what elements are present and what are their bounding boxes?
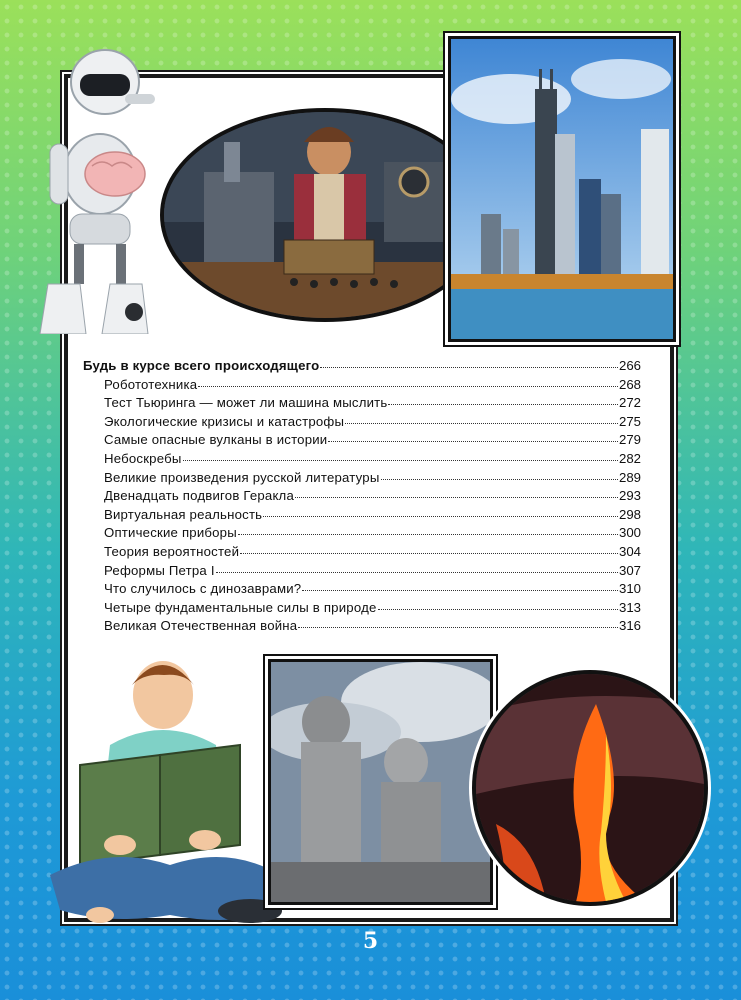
toc-dot-leader (240, 543, 618, 554)
toc-entry-page: 279 (618, 432, 641, 448)
toc-entry (83, 376, 641, 395)
toc-dot-leader (320, 357, 618, 368)
toc-entry (83, 580, 641, 599)
skyscrapers-photo (448, 36, 676, 342)
toc-entry (83, 562, 641, 581)
toc-entry (83, 599, 641, 618)
toc-entry-page: 304 (618, 543, 641, 559)
toc-dot-leader (263, 506, 618, 517)
toc-entry (83, 524, 641, 543)
toc-entry-page: 316 (618, 618, 641, 634)
toc-entry (83, 413, 641, 432)
robot-illustration (30, 34, 160, 334)
toc-entry-title: Что случилось с динозаврами? (104, 581, 302, 597)
toc-entry (83, 450, 641, 469)
toc-entry-page: 282 (618, 450, 641, 466)
toc-entry-page: 268 (618, 376, 641, 392)
toc-dot-leader (381, 469, 618, 480)
toc-entry-title: Тест Тьюринга — может ли машина мыслить (104, 395, 388, 411)
toc-dot-leader (378, 599, 618, 610)
toc-entry-page: 310 (618, 581, 641, 597)
toc-entry-page: 300 (618, 525, 641, 541)
toc-dot-leader (388, 394, 618, 405)
toc-entry (83, 487, 641, 506)
toc-entry (83, 469, 641, 488)
toc-entry-title: Экологические кризисы и катастрофы (104, 413, 345, 429)
toc-entry-title: Небоскребы (104, 450, 182, 466)
toc-entry-page: 313 (618, 599, 641, 615)
toc-entry-page: 298 (618, 506, 641, 522)
table-of-contents (83, 357, 641, 636)
toc-dot-leader (302, 580, 618, 591)
volcano-lava-photo (472, 670, 708, 906)
toc-section-heading (83, 357, 641, 376)
toc-entry-title: Четыре фундаментальные силы в природе (104, 599, 377, 615)
toc-entry-title: Оптические приборы (104, 525, 237, 541)
toc-entry-title: Двенадцать подвигов Геракла (104, 488, 294, 504)
toc-entry-title: Великие произведения русской литературы (104, 469, 380, 485)
toc-entry-title: Самые опасные вулканы в истории (104, 432, 328, 448)
toc-dot-leader (183, 450, 618, 461)
toc-entry (83, 543, 641, 562)
robotics-workshop-photo (160, 108, 490, 322)
toc-entry-title: Виртуальная реальность (104, 506, 263, 522)
toc-dot-leader (216, 562, 618, 573)
toc-entry (83, 617, 641, 636)
toc-entry-page: 275 (618, 413, 641, 429)
toc-entry (83, 431, 641, 450)
war-monument-photo (268, 659, 493, 905)
toc-dot-leader (328, 431, 618, 442)
toc-dot-leader (198, 376, 618, 387)
toc-entry (83, 394, 641, 413)
toc-entry-title: Теория вероятностей (104, 543, 240, 559)
toc-dot-leader (345, 413, 618, 424)
toc-entry-title: Реформы Петра I (104, 562, 215, 578)
toc-dot-leader (295, 487, 618, 498)
toc-entry-title: Робототехника (104, 376, 198, 392)
toc-entry-title: Будь в курсе всего происходящего (83, 358, 320, 373)
toc-entry-page: 266 (618, 358, 641, 373)
toc-entry-page: 293 (618, 488, 641, 504)
toc-entry-page: 307 (618, 562, 641, 578)
page-number: 5 (362, 928, 379, 954)
reading-boy-illustration (40, 655, 290, 935)
toc-entry-page: 272 (618, 395, 641, 411)
toc-dot-leader (298, 617, 618, 628)
toc-entry (83, 506, 641, 525)
toc-entry-page: 289 (618, 469, 641, 485)
toc-dot-leader (238, 524, 618, 535)
toc-entry-title: Великая Отечественная война (104, 618, 298, 634)
